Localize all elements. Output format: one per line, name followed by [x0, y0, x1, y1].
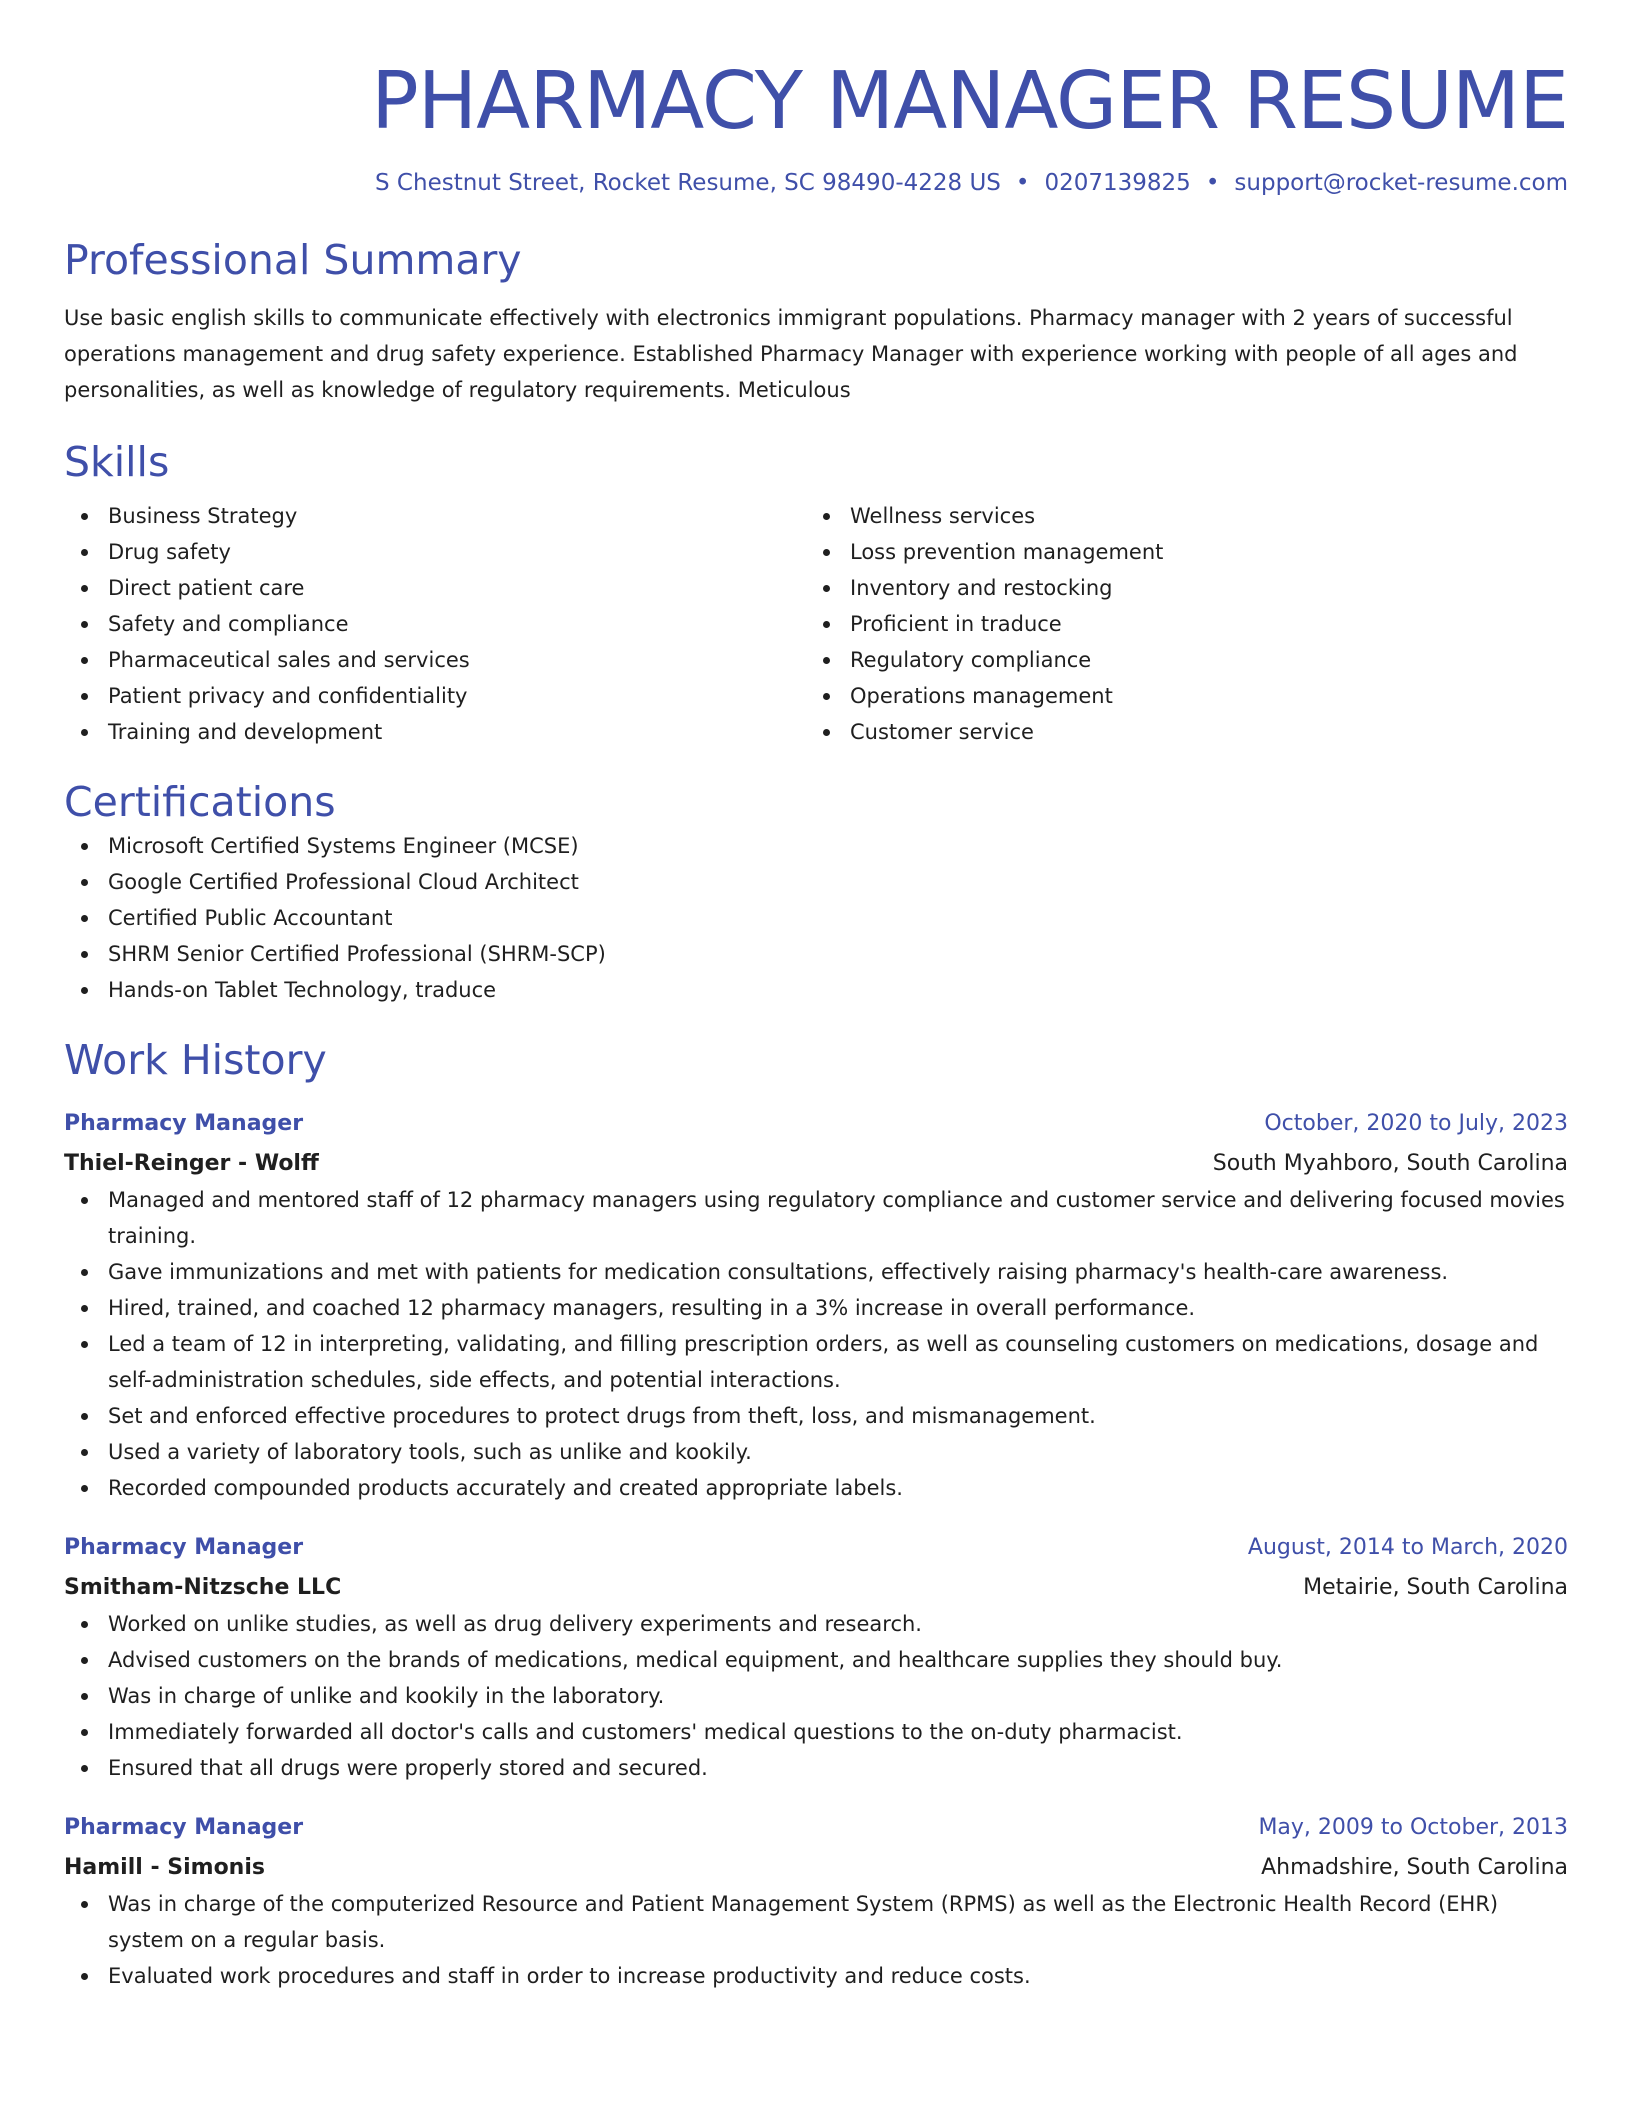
skill-item: Pharmaceutical sales and services: [108, 642, 806, 678]
skill-item: Customer service: [850, 714, 1548, 750]
job-title: Pharmacy Manager: [64, 1535, 304, 1560]
job-title: Pharmacy Manager: [64, 1815, 304, 1840]
job-location: Metairie, South Carolina: [1303, 1575, 1568, 1600]
certifications-list: [64, 828, 1568, 1008]
certification-item: Certified Public Accountant: [108, 900, 1568, 936]
responsibility-item: Was in charge of unlike and kookily in the laboratory.: [108, 1678, 1568, 1714]
summary-text: Use basic english skills to communicate effectively with electronics immigrant populations. Pharmacy manager with 2 years of successful operations management and drug safety experience. Established Pharmacy Manager with experience working with people of all ages and personalities, as well as knowledge of regulatory requirements. Meticulous: [64, 306, 1518, 402]
responsibility-item: Was in charge of the computerized Resource and Patient Management System (RPMS) as well as the Electronic Health Record (EHR) system on a regular basis.: [108, 1886, 1568, 1958]
contact-separator: •: [1015, 170, 1030, 196]
responsibility-item: Recorded compounded products accurately and created appropriate labels.: [108, 1470, 1568, 1506]
summary-heading: Professional Summary: [64, 236, 522, 284]
skills-list-right: [806, 498, 1548, 750]
responsibility-item: Led a team of 12 in interpreting, validating, and filling prescription orders, as well as counseling customers on medications, dosage and self-administration schedules, side effects, and potential interactions.: [108, 1326, 1568, 1398]
skills-column-right: [806, 498, 1548, 750]
resume-header: [64, 0, 1568, 198]
responsibility-item: Advised customers on the brands of medications, medical equipment, and healthcare supplies they should buy.: [108, 1642, 1568, 1678]
job-title-row: [64, 1530, 1568, 1566]
skill-item: Inventory and restocking: [850, 570, 1548, 606]
certification-item: SHRM Senior Certified Professional (SHRM-SCP): [108, 936, 1568, 972]
skill-item: Loss prevention management: [850, 534, 1548, 570]
responsibility-item: Set and enforced effective procedures to protect drugs from theft, loss, and mismanagement.: [108, 1398, 1568, 1434]
job-responsibilities: [64, 1606, 1568, 1786]
job-company-row: [64, 1142, 1568, 1182]
certifications-heading: Certifications: [64, 778, 336, 826]
work-history-heading: Work History: [64, 1036, 327, 1084]
responsibility-item: Ensured that all drugs were properly stored and secured.: [108, 1750, 1568, 1786]
job-location: South Myahboro, South Carolina: [1212, 1151, 1568, 1176]
summary-section: [64, 234, 1568, 408]
job-entry: [64, 1810, 1568, 1994]
skill-item: Patient privacy and confidentiality: [108, 678, 806, 714]
skill-item: Direct patient care: [108, 570, 806, 606]
skill-item: Proficient in traduce: [850, 606, 1548, 642]
responsibility-item: Evaluated work procedures and staff in order to increase productivity and reduce costs.: [108, 1958, 1568, 1994]
responsibility-item: Immediately forwarded all doctor's calls and customers' medical questions to the on-duty pharmacist.: [108, 1714, 1568, 1750]
skills-list-left: [64, 498, 806, 750]
resume-title: PHARMACY MANAGER RESUME: [371, 55, 1568, 147]
job-entry: [64, 1530, 1568, 1786]
job-title-row: [64, 1106, 1568, 1142]
contact-address: S Chestnut Street, Rocket Resume, SC 98490-4228 US: [375, 170, 1001, 196]
contact-email[interactable]: support@rocket-resume.com: [1234, 170, 1568, 196]
skill-item: Regulatory compliance: [850, 642, 1548, 678]
responsibility-item: Hired, trained, and coached 12 pharmacy managers, resulting in a 3% increase in overall performance.: [108, 1290, 1568, 1326]
responsibility-item: Worked on unlike studies, as well as drug delivery experiments and research.: [108, 1606, 1568, 1642]
job-title-row: [64, 1810, 1568, 1846]
responsibility-item: Used a variety of laboratory tools, such as unlike and kookily.: [108, 1434, 1568, 1470]
skills-heading: Skills: [64, 438, 170, 486]
job-responsibilities: [64, 1886, 1568, 1994]
skill-item: Operations management: [850, 678, 1548, 714]
contact-line: [64, 168, 1568, 198]
skills-section: [64, 436, 1568, 750]
job-company-row: [64, 1566, 1568, 1606]
skill-item: Business Strategy: [108, 498, 806, 534]
certifications-section: [64, 776, 1568, 1008]
job-dates: October, 2020 to July, 2023: [1264, 1111, 1568, 1136]
job-company: Thiel-Reinger - Wolff: [64, 1151, 319, 1176]
certification-item: Microsoft Certified Systems Engineer (MCSE): [108, 828, 1568, 864]
work-history-section: [64, 1034, 1568, 1994]
job-company: Smitham-Nitzsche LLC: [64, 1575, 342, 1600]
job-dates: August, 2014 to March, 2020: [1247, 1535, 1568, 1560]
certification-item: Google Certified Professional Cloud Architect: [108, 864, 1568, 900]
certification-item: Hands-on Tablet Technology, traduce: [108, 972, 1568, 1008]
skills-grid: [64, 498, 1568, 750]
skill-item: Training and development: [108, 714, 806, 750]
job-location: Ahmadshire, South Carolina: [1261, 1855, 1568, 1880]
job-title: Pharmacy Manager: [64, 1111, 304, 1136]
job-dates: May, 2009 to October, 2013: [1258, 1815, 1568, 1840]
responsibility-item: Gave immunizations and met with patients for medication consultations, effectively raising pharmacy's health-care awareness.: [108, 1254, 1568, 1290]
job-company-row: [64, 1846, 1568, 1886]
job-responsibilities: [64, 1182, 1568, 1506]
responsibility-item: Managed and mentored staff of 12 pharmacy managers using regulatory compliance and customer service and delivering focused movies training.: [108, 1182, 1568, 1254]
skills-column-left: [64, 498, 806, 750]
skill-item: Wellness services: [850, 498, 1548, 534]
skill-item: Safety and compliance: [108, 606, 806, 642]
job-company: Hamill - Simonis: [64, 1855, 265, 1880]
contact-phone: 0207139825: [1044, 170, 1191, 196]
job-entry: [64, 1106, 1568, 1506]
skill-item: Drug safety: [108, 534, 806, 570]
contact-separator: •: [1205, 170, 1220, 196]
